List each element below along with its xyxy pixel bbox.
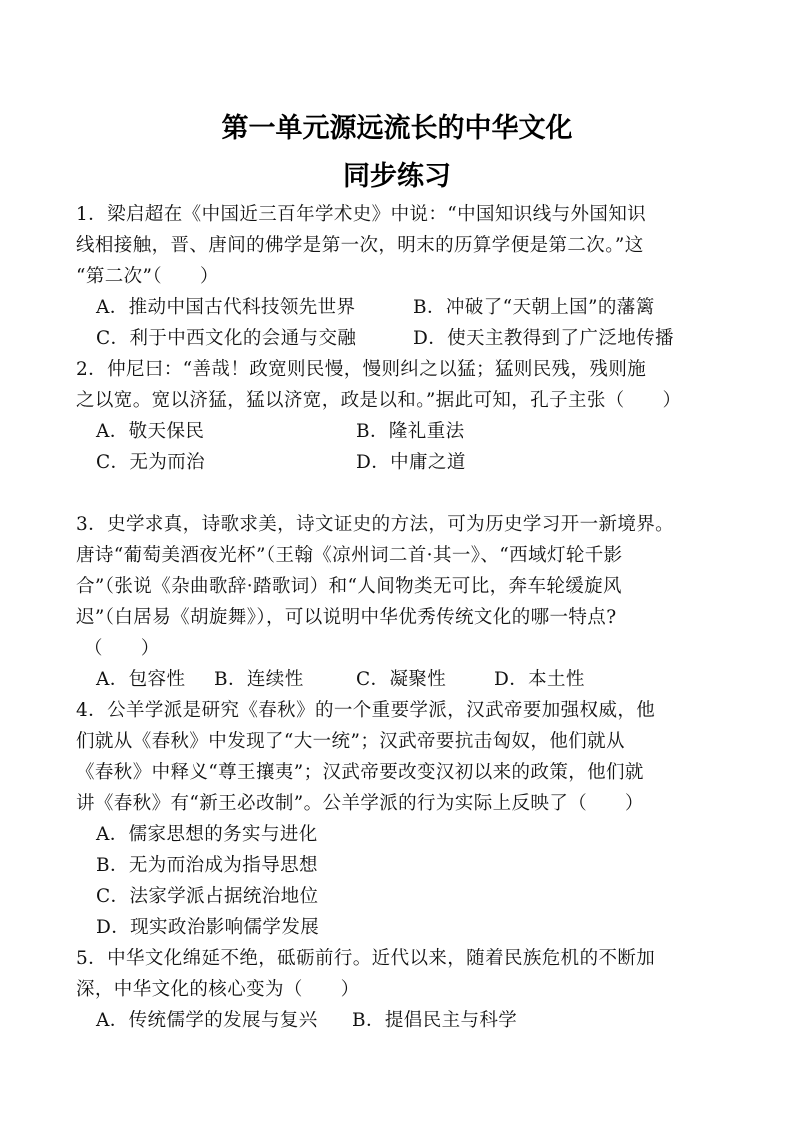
- question-4-option-d: D．现实政治影响儒学发展: [96, 917, 320, 938]
- question-4-line-2: 们就从《春秋》中发现了“大一统”；汉武帝要抗击匈奴，他们就从: [76, 731, 625, 752]
- question-3-line-5: （ ）: [84, 638, 160, 659]
- question-4-option-c: C．法家学派占据统治地位: [96, 886, 319, 907]
- question-2-option-a: A．敬天保民: [96, 421, 205, 442]
- question-2-line-1: 2．仲尼曰：“善哉！政宽则民慢，慢则纠之以猛；猛则民残，残则施: [76, 359, 647, 380]
- question-1-option-a: A．推动中国古代科技领先世界: [96, 297, 356, 318]
- question-3-option-c: C．凝聚性: [356, 669, 447, 690]
- question-2-option-b: B．隆礼重法: [356, 421, 465, 442]
- question-1-line-1: 1．梁启超在《中国近三百年学术史》中说：“中国知识线与外国知识: [76, 204, 647, 225]
- question-2-line-2: 之以宽。宽以济猛，猛以济宽，政是以和。”据此可知，孔子主张（ ）: [76, 390, 682, 411]
- question-1-line-2: 线相接触，晋、唐间的佛学是第一次，明末的历算学便是第二次。”这: [76, 235, 644, 256]
- question-3-option-d: D．本土性: [494, 669, 585, 690]
- question-3-line-3: 合”（张说《杂曲歌辞·踏歌词）和“人间物类无可比，奔车轮缓旋风: [76, 576, 622, 597]
- question-5-line-1: 5．中华文化绵延不绝，砥砺前行。近代以来，随着民族危机的不断加: [76, 948, 656, 969]
- page-title: 第一单元源远流长的中华文化: [221, 113, 573, 144]
- question-3-option-a: A．包容性: [96, 669, 186, 690]
- question-5-option-b: B．提倡民主与科学: [352, 1010, 518, 1031]
- question-1-option-c: C．利于中西文化的会通与交融: [96, 328, 357, 349]
- page-subtitle: 同步练习: [343, 161, 451, 192]
- question-5-line-2: 深，中华文化的核心变为（ ）: [76, 979, 360, 1000]
- question-3-option-b: B．连续性: [214, 669, 304, 690]
- question-4-line-4: 讲《春秋》有“新王必改制”。公羊学派的行为实际上反映了（ ）: [76, 793, 644, 814]
- question-2-option-d: D．中庸之道: [356, 452, 466, 473]
- question-3-line-1: 3．史学求真，诗歌求美，诗文证史的方法，可为历史学习开一新境界。: [76, 514, 675, 535]
- question-3-line-4: 迟”（白居易《胡旋舞》），可以说明中华优秀传统文化的哪一特点?: [76, 607, 617, 628]
- question-4-line-1: 4．公羊学派是研究《春秋》的一个重要学派，汉武帝要加强权威，他: [76, 700, 656, 721]
- question-1-option-d: D．使天主教得到了广泛地传播: [413, 328, 674, 349]
- question-4-option-b: B．无为而治成为指导思想: [96, 855, 318, 876]
- question-3-line-2: 唐诗“葡萄美酒夜光杯”（王翰《凉州词二首·其一》、“西域灯轮千影: [76, 545, 623, 566]
- question-4-line-3: 《春秋》中释义“尊王攘夷”；汉武帝要改变汉初以来的政策，他们就: [76, 762, 644, 783]
- question-1-line-3: “第二次”（ ）: [76, 266, 219, 287]
- question-1-option-b: B．冲破了“天朝上国”的藩篱: [413, 297, 655, 318]
- question-5-option-a: A．传统儒学的发展与复兴: [96, 1010, 318, 1031]
- question-4-option-a: A．儒家思想的务实与进化: [96, 824, 318, 845]
- question-2-option-c: C．无为而治: [96, 452, 206, 473]
